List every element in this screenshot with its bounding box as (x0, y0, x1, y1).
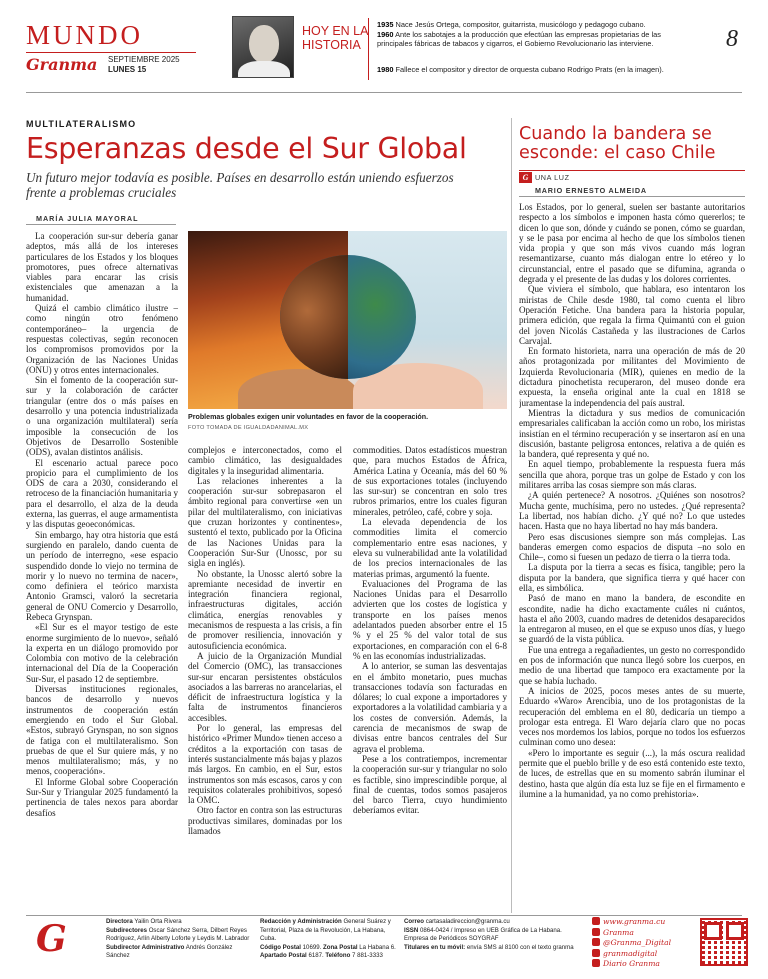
footer-links (592, 917, 692, 970)
paragraph: Pero esas discusiones siempre son más complejas. Las banderas emergen como espacios de disputa –no solo en Chile–, como si fuesen un pedazo de tierra o la tierra toda. (519, 531, 745, 563)
paragraph: La elevada dependencia de los commodities limita el comercio complementario entre esas naciones, y eleva su vulnerabilidad ante la volatilidad de los precios internacionales de las materias primas, argumentó la fuente. (353, 517, 507, 579)
portrait-photo (232, 16, 294, 78)
contact-label: Correo (404, 918, 424, 925)
staff-value: Yailin Orta Rivera (134, 918, 182, 925)
article-column-1 (26, 231, 178, 931)
contact-value[interactable]: cartasaladireccion@granma.cu (425, 918, 510, 925)
qr-code-icon[interactable] (700, 918, 748, 966)
contact-line (404, 927, 586, 944)
side-article-body (519, 202, 745, 910)
admin-value: La Habana 6. (359, 943, 396, 951)
history-text: Ante los sabotajes a la producción que efectúan las empresas propietarias de las principales fábricas de tabacos y cigarros, el Gobierno Revolucionario las interviene. (377, 30, 661, 48)
history-year: 1960 (377, 30, 394, 39)
footer-contact (404, 918, 586, 952)
article-column-2 (188, 445, 342, 931)
paragraph: La disputa por la tierra a secas es física, tangible; pero la disputa por la bandera, que significa tierra y qué hacer con ella, es simbólica. (519, 562, 745, 593)
date-day: LUNES 15 (108, 65, 147, 74)
contact-label: ISSN (404, 926, 419, 934)
date-month: SEPTIEMBRE 2025 (108, 55, 180, 64)
history-year: 1980 (377, 65, 394, 74)
paragraph: Quizá el cambio climático ilustre –como ningún otro fenómeno contemporáneo– la urgencia de respuestas colectivas, según reconocen los compromisos promovidos por la Organización de las Naciones Unidas (ONU) y otros entes internacionales. (26, 303, 178, 375)
paragraph: A juicio de la Organización Mundial del Comercio (OMC), las transacciones sur-sur encaran persistentes obstáculos asociados a las barreras no arancelarias, el déficit de infraestructura logística y la falta de instrumentos financieros accesibles. (188, 650, 342, 723)
paragraph: La cooperación sur-sur debería ganar adeptos, más allá de los intereses particulares de los Estados y los bloques promotores, pues ofrece alternativas viables para encarar las crisis existenciales que amenazan a la humanidad. (26, 231, 178, 303)
photo-credit: FOTO TOMADA DE IGUALDADANIMAL.MX (188, 425, 309, 431)
history-text: Nace Jesús Ortega, compositor, guitarrista, musicólogo y pedagogo cubano. (395, 20, 646, 29)
admin-label: Zona Postal (323, 943, 358, 951)
article-headline: Esperanzas desde el Sur Global (26, 132, 467, 165)
paragraph: complejos e interconectados, como el cambio climático, las desigualdades digitales y la inseguridad alimentaria. (188, 445, 342, 476)
footer-logo: G (36, 918, 67, 960)
article-column-3 (353, 445, 507, 931)
admin-line (260, 952, 400, 961)
hoy-en-la-historia-label: HOY EN LA HISTORIA (302, 24, 368, 52)
admin-label: Teléfono (325, 952, 351, 960)
history-item (377, 20, 717, 29)
paragraph: No obstante, la Unossc alertó sobre la apremiante necesidad de invertir en integración financiera regional, infraestructuras digitales, acción climática, energías renovables y mecanismos de respuesta a las crisis, a fin de promover resiliencia, innovación y autosuficiencia económica. (188, 568, 342, 651)
side-rule (519, 170, 745, 171)
admin-label: Código Postal (260, 943, 301, 951)
paragraph: El Informe Global sobre Cooperación Sur-Sur y Triangular 2025 fundamentó la pertinencia de tales nexos para abordar desafíos (26, 776, 178, 818)
history-text: Fallece el compositor y director de orquesta cubano Rodrigo Prats (en la imagen). (395, 65, 664, 74)
link-text: www.granma.cu (603, 917, 666, 926)
instagram-icon (592, 949, 600, 957)
article-photo (188, 231, 507, 409)
history-year: 1935 (377, 20, 394, 29)
link-instagram[interactable] (592, 949, 692, 960)
staff-line (106, 918, 256, 927)
paragraph: Sin el fomento de la cooperación sur-sur y la colaboración de carácter triangular (entre dos o más países en desarrollo y una potencia industrializada o una organización multilateral) sería imposible la consecución de los Objetivos de Desarrollo Sostenible (ODS), avalan distintos análisis. (26, 375, 178, 458)
admin-label: Apartado Postal (260, 952, 307, 960)
footer-rule (26, 915, 742, 916)
header-rule (26, 52, 196, 53)
column-separator (511, 118, 512, 913)
link-website[interactable] (592, 917, 692, 928)
footer-admin (260, 918, 400, 961)
paragraph: Pasó de mano en mano la bandera, de escondite en escondite, nadie ha dicho exactamente cuáles ni cuántos, hasta el año 2003, cuando madres de detenidos desaparecidos la entregaron al museo, en el que se expuso unos días, y luego se guardó de la vista pública. (519, 593, 745, 645)
paragraph: «Pero lo importante es seguir (...), la más oscura realidad permite que el pueblo brille y de eso está contenido este texto, de luces, de estrellas que en su momento sabrán iluminar el destino, hasta que algún día esta luz se fije en el firmamento e ilumine a la humanidad, ya no como prehistoria». (519, 747, 745, 799)
section-title: MUNDO (26, 20, 144, 50)
paragraph: El escenario actual parece poco propicio para el cumplimiento de los ODS de cara a 2030, considerando el retroceso de la financiación humanitaria y para el desarrollo, el alza de la deuda externa, las guerras, el auge armamentista y las disputas geoeconómicas. (26, 457, 178, 530)
link-youtube[interactable] (592, 959, 692, 970)
contact-value: 0864-0424 / Impreso en UEB Gráfica de La Habana. Empresa de Periódicos SOYGRAF (404, 926, 562, 943)
paragraph: Que viviera el símbolo, que hablara, eso intentaron los miristas de Chile desde 1980, tal como cuenta el libro Operación Fetiche. Una bandera para la historia popular, primera edición, que regala la firma Quimantú con el guion del joven Nicolás Castañeda y las ilustraciones de Carlos Carvajal. (519, 284, 745, 346)
footer-staff (106, 918, 256, 961)
staff-line (106, 944, 256, 961)
x-icon (592, 938, 600, 946)
column-tag: UNA LUZ (535, 173, 570, 182)
page-number: 8 (726, 26, 738, 52)
paragraph: Pese a los contratiempos, incrementar la cooperación sur-sur y triangular no solo es factible, sino imprescindible porque, al final de cuentas, todos somos pasajeros del barco Tierra, cuyo hundimiento deberíamos evitar. (353, 753, 507, 816)
section-logo-icon: G (519, 172, 532, 183)
byline-rule (26, 224, 176, 225)
facebook-icon (592, 928, 600, 936)
link-facebook[interactable] (592, 928, 692, 939)
paragraph: Las relaciones inherentes a la cooperación sur-sur sobrepasaron el ámbito regional para convertirse «en un pilar del multilateralismo, con iniciativas que cruzan horizontes y continentes», sustentó el texto, publicado por la Oficina de las Naciones Unidas para la Cooperación Sur-Sur (Unossc, por su sigla en inglés). (188, 475, 342, 569)
paragraph: Mientras la dictadura y sus medios de comunicación empresariales calificaban la acción como un robo, los miristas insistían en el término recuperación y se insertaron así en una discusión, bastante peligrosa entonces, relativa a de quién es la bandera, qué representa y qué no. (519, 407, 745, 460)
paragraph: Otro factor en contra son las estructuras productivas similares, dominadas por los llamados (188, 805, 342, 836)
article-kicker: MULTILATERALISMO (26, 119, 137, 129)
staff-label: Directora (106, 918, 133, 925)
staff-label: Subdirector Administrativo (106, 943, 185, 951)
header-divider (26, 92, 742, 93)
link-text: @Granma_Digital (603, 938, 672, 947)
date-block (108, 55, 180, 75)
contact-value: envía SMS al 8100 con el texto granma (466, 943, 574, 951)
side-article-byline: MARIO ERNESTO ALMEIDA (535, 186, 647, 195)
admin-value: 7 881-3333 (352, 952, 383, 960)
history-list (368, 18, 720, 80)
paragraph: Evaluaciones del Programa de las Naciones Unidas para el Desarrollo advierten que los costes de logística y transporte en los países menos adelantados pueden absorber entre el 15 % y el 25 % del valor total de sus exportaciones, en comparación con el 6-8 % en las economías industrializadas. (353, 578, 507, 661)
photo-caption: Problemas globales exigen unir voluntades en favor de la cooperación. (188, 413, 429, 421)
side-article-headline: Cuando la bandera se esconde: el caso Chile (519, 124, 716, 163)
side-rule-2 (519, 196, 745, 197)
paragraph: Fue una entrega a regañadientes, un gesto no correspondido en pos de información que nunca llegó sobre los cuerpos, en medio de una libertad que tampoco era exactamente por la que se había luchado. (519, 644, 745, 686)
admin-value: General Suárez y Territorial, Plaza de la Revolución, La Habana, Cuba. (260, 918, 391, 943)
masthead-logo: Granma (26, 55, 98, 74)
globe-icon (592, 917, 600, 925)
youtube-icon (592, 959, 600, 967)
admin-label: Redacción y Administración (260, 918, 342, 925)
link-x[interactable] (592, 938, 692, 949)
paragraph: commodities. Datos estadísticos muestran que, para muchos Estados de África, América Latina y Oceanía, más del 60 % de sus exportaciones totales (incluyendo las sur-sur) se concentran en solo tres rubros primarios, entre los cuales figuran minerales, petróleo, café, cobre y soja. (353, 445, 507, 517)
article-deck: Un futuro mejor todavía es posible. Países en desarrollo están uniendo esfuerzos frente a problemas cruciales (26, 170, 454, 200)
link-text: Granma (603, 927, 634, 937)
contact-line (404, 918, 586, 927)
staff-value: Oscar Sánchez Serra, Dilbert Reyes Rodríguez, Arlín Alberty Loforte y Leydis M. Labrador (106, 926, 250, 943)
link-text: granmadigital (603, 948, 658, 958)
staff-value: Andrés González Sánchez (106, 943, 233, 960)
history-item (377, 65, 717, 74)
link-text: Diario Granma (603, 959, 660, 968)
article-byline: MARÍA JULIA MAYORAL (36, 214, 139, 223)
paragraph: En formato historieta, narra una operación de más de 20 años protagonizada por militantes del Movimiento de Izquierda Revolucionaria (MIR), quienes en medio de la dictadura pinochetista recuperaron, del museo donde era expuesta, la enseña original ante la cual en 1818 se juramentase la independencia del país austral. (519, 346, 745, 408)
paragraph: En aquel tiempo, probablemente la respuesta fuera más sencilla que ahora, porque tras un golpe de Estado y con los militares arriba las cosas siempre son más claras. (519, 459, 745, 491)
history-item (377, 30, 667, 48)
paragraph: Sin embargo, hay otra historia que está surgiendo en paralelo, dando cuenta de un período de interregno, «ese espacio suspendido donde lo viejo no termina de morir y lo nuevo no termina de nacer», como definiera el teórico marxista Antonio Gramsci, valoró la secretaria general de ONU Comercio y Desarrollo, Rebeca Grynspan. (26, 529, 178, 622)
paragraph: ¿A quién pertenece? A nosotros. ¿Quiénes son nosotros? Mucha gente, muchísima, pero no ustedes. ¿Qué representa? La libertad, nos habían dicho. ¿Y qué no? Lo que ustedes hacen. Hasta que no haya libertad no hay más bandera. (519, 490, 745, 532)
admin-value: 10699. (302, 943, 322, 951)
staff-line (106, 927, 256, 944)
paragraph: «El Sur es el mayor testigo de este enorme surgimiento de lo nuevo», señaló la experta en un diálogo promovido por Colombia con motivo de la celebración internacional del Día de la Cooperación Sur-Sur, el pasado 12 de septiembre. (26, 622, 178, 684)
paragraph: Diversas instituciones regionales, bancos de desarrollo y nuevos instrumentos de cooperación están emergiendo en todo el Sur Global. «Estos, subrayó Grynspan, no son signos de fatiga con el multilateralismo. Son pruebas de que el Sur quiere más, y no menos multilateralismo; más, y no menos, cooperación». (26, 684, 178, 777)
admin-value: 6187. (308, 952, 324, 960)
paragraph: Por lo general, las empresas del histórico «Primer Mundo» tienen acceso a créditos a la exportación con tasas de interés sustancialmente más bajas y plazos más largos. En cambio, en el Sur, estos instrumentos son más escasos, caros y con requisitos colaterales prohibitivos, sopesó la OMC. (188, 723, 342, 806)
paragraph: A inicios de 2025, pocos meses antes de su muerte, Eduardo «Waro» Arencibia, uno de los protagonistas de la recuperación del emblema en el 80, dedicaría un tiempo a prologar esta entrega. El Waro dejaría claro que no pocas veces nos mordemos los labios, porque no todos los esfuerzos culminan como uno desea: (519, 685, 745, 748)
paragraph: Los Estados, por lo general, suelen ser bastante autoritarios respecto a los símbolos e imponen hasta cómo quererlos; te dicen lo que son, dónde y cuándo se ponen, cómo se guardan, y se le pasa por encima al hecho de que los símbolos tienen vida propia y que son más vivos cuando más logran resemantizarse, cuanto más dialogan entre lo etéreo y lo circunstancial, entre el pasado que se difumina, agranda o degrada y el presente de las dudas y los dolores corrientes. (519, 202, 745, 285)
admin-line (260, 944, 400, 953)
paragraph: A lo anterior, se suman las desventajas en el ámbito monetario, pues muchas transacciones todavía son facturadas en dólares; lo cual expone a importadores y exportadores a la volatilidad cambiaria y a los costes de conversión. Además, la carencia de mecanismos de swap de divisas entre bancos centrales del Sur agrava el problema. (353, 661, 507, 754)
staff-label: Subdirectores (106, 926, 147, 934)
contact-label: Titulares en tu móvil: (404, 943, 466, 951)
admin-line (260, 918, 400, 944)
contact-line (404, 944, 586, 953)
